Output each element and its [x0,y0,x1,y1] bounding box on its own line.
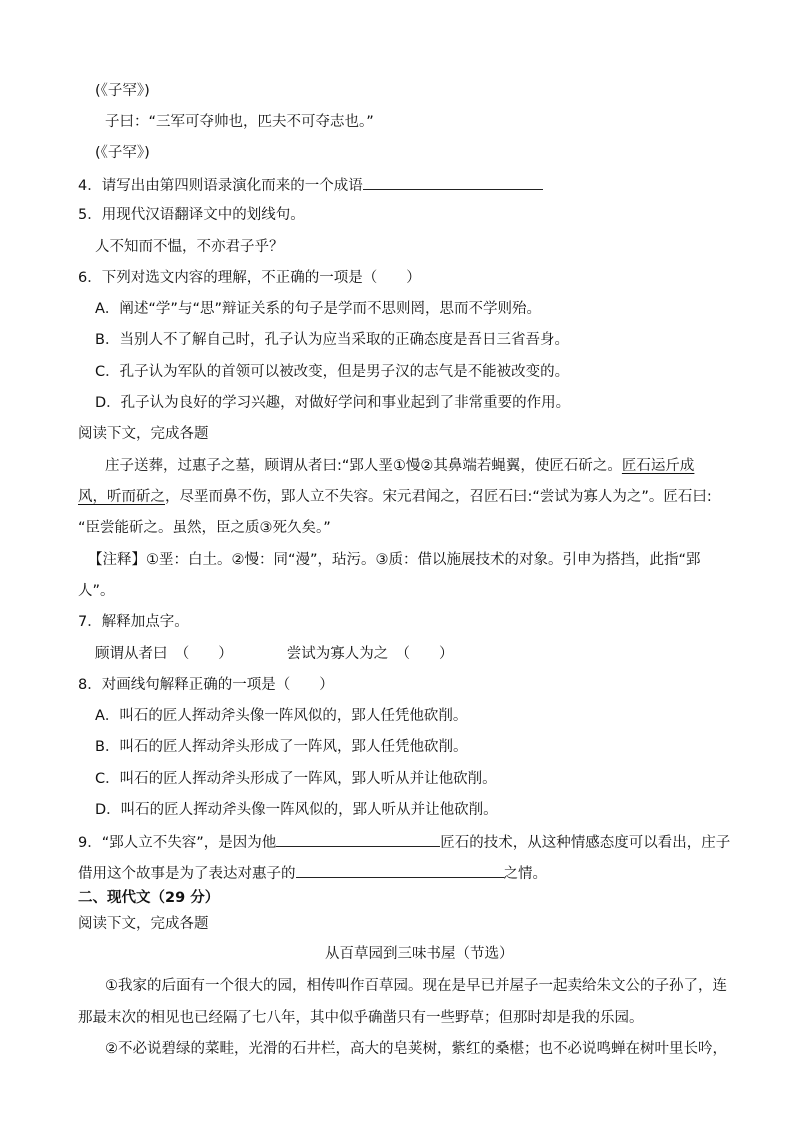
option-b: B．叫石的匠人挥动斧头形成了一阵风，郢人任凭他砍削。 [95,739,468,755]
underlined-sentence: 风，听而斫之 [78,489,165,505]
question-9: 9．“郢人立不失容”，是因为他 匠石的技术，从这种情感态度可以看出，庄子 [78,831,730,853]
question-6-stem: 6．下列对选文内容的理解，不正确的一项是（ ） [78,270,421,286]
passage-line: 风，听而斫之，尽垩而鼻不伤，郢人立不失容。宋元君闻之，召匠石曰:“尝试为寡人为之”。匠石曰: [78,489,712,505]
passage-line: “臣尝能斫之。虽然，臣之质③死久矣。” [78,520,331,536]
option-a: A．阐述“学”与“思”辩证关系的句子是学而不思则罔，思而不学则殆。 [95,301,541,317]
section-heading: 二、现代文（29 分） [78,890,220,906]
answer-blank[interactable] [276,831,440,847]
underlined-sentence: 匠石运斤成 [621,458,695,474]
article-title: 从百草园到三味书屋（节选） [325,946,514,962]
option-d: D．叫石的匠人挥动斧头像一阵风似的，郢人听从并让他砍削。 [95,802,498,818]
question-7-item: 尝试为寡人为之 （ ） [286,646,454,662]
question-7: 7．解释加点字。 [78,614,189,630]
option-d: D．孔子认为良好的学习兴趣，对做好学问和事业起到了非常重要的作用。 [95,395,571,411]
question-7-item: 顾谓从者曰 （ ） [95,646,233,662]
option-b: B．当别人不了解自己时，孔子认为应当采取的正确态度是吾日三省吾身。 [95,332,569,348]
annotation-note: 人”。 [78,583,115,599]
answer-blank[interactable] [296,862,504,878]
reading-intro: 阅读下文，完成各题 [78,916,209,932]
article-paragraph: ②不必说碧绿的菜畦，光滑的石井栏，高大的皂荚树，紫红的桑椹；也不必说鸣蝉在树叶里长吟， [105,1041,727,1057]
question-9-cont: 借用这个故事是为了表达对惠子的 之情。 [78,862,547,884]
question-5: 5．用现代汉语翻译文中的划线句。 [78,207,305,223]
article-paragraph: ①我家的后面有一个很大的园，相传叫作百草园。现在是早已并屋子一起卖给朱文公的子孙了，连 [105,978,727,994]
quote-line: 子曰：“三军可夺帅也，匹夫不可夺志也。” [105,114,374,130]
answer-blank[interactable] [363,174,543,190]
question-4 [78,174,543,196]
question-8-stem: 8．对画线句解释正确的一项是（ ） [78,677,334,693]
quote-source: (《子罕》) [95,145,150,161]
article-paragraph: 那最末次的相见也已经隔了七八年，其中似乎确凿只有一些野草；但那时却是我的乐园。 [78,1010,644,1026]
question-4-text: 4．请写出由第四则语录演化而来的一个成语 [78,178,363,194]
quote-source: (《子罕》) [95,83,150,99]
annotation-note: 【注释】①垩：白土。②慢：同“漫”，玷污。③质：借以施展技术的对象。引申为搭挡，此指“郢 [88,552,701,568]
translate-sentence: 人不知而不愠，不亦君子乎？ [95,239,284,255]
reading-intro: 阅读下文，完成各题 [78,426,209,442]
passage-line: 庄子送葬，过惠子之墓，顾谓从者曰:“郢人垩①慢②其鼻端若蝇翼，使匠石斫之。匠石运斤成 [105,458,695,474]
option-c: C．叫石的匠人挥动斧头形成了一阵风，郢人听从并让他砍削。 [95,771,497,787]
question-7-items [95,644,454,664]
option-c: C．孔子认为军队的首领可以被改变，但是男子汉的志气是不能被改变的。 [95,364,570,380]
option-a: A．叫石的匠人挥动斧头像一阵风似的，郢人任凭他砍削。 [95,708,468,724]
